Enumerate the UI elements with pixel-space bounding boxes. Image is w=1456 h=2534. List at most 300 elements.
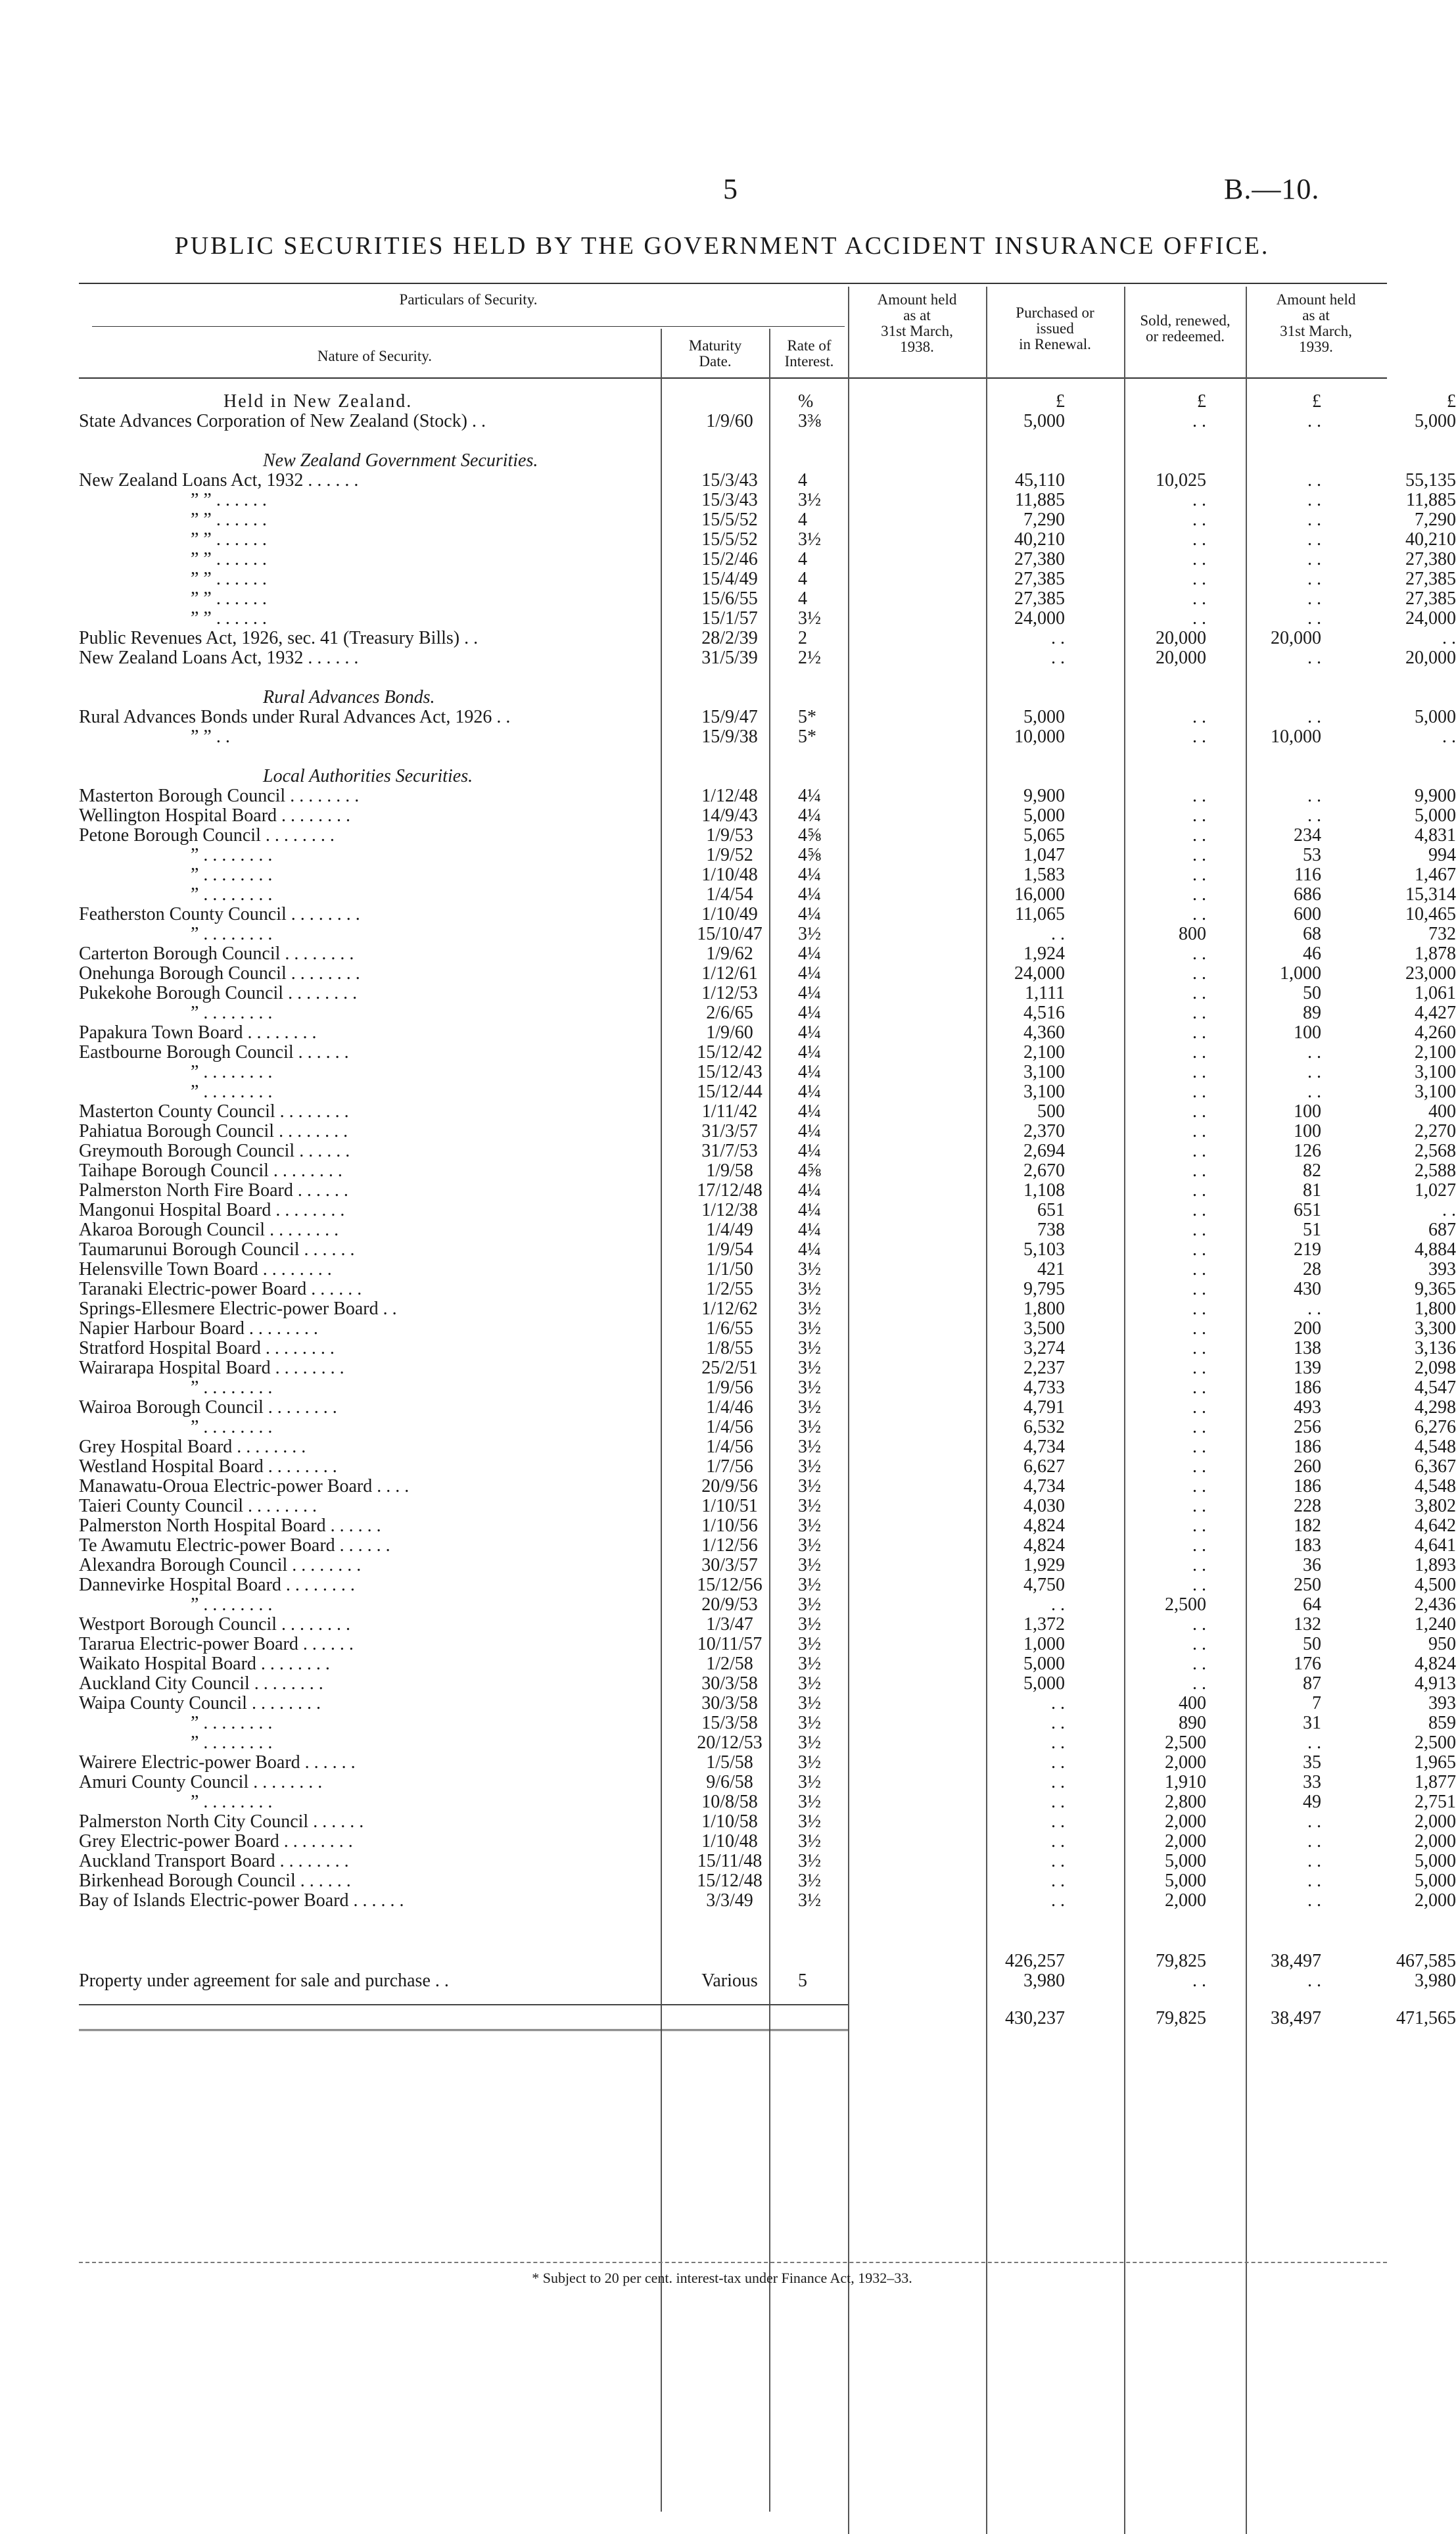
property-row [79, 1971, 1456, 1991]
cell-amt39: 20,000 [1405, 648, 1456, 668]
cell-amt38: 7,290 [1023, 510, 1065, 530]
cell-amt39: 2,000 [1415, 1811, 1456, 1832]
table-row [79, 963, 1456, 984]
cell-amt38: 10,000 [1014, 727, 1065, 747]
cell-date: 1/4/46 [706, 1397, 753, 1418]
cell-rate: 4¼ [798, 1003, 821, 1023]
cell-date: 10/11/57 [697, 1634, 763, 1654]
table-row [79, 1022, 1456, 1043]
cell-amt39: 4,548 [1415, 1437, 1456, 1457]
table-row [79, 805, 1456, 826]
table-row [79, 944, 1456, 964]
cell-sold: 176 [1294, 1654, 1321, 1674]
cell-sold: . . [1307, 648, 1321, 668]
cell-purch: . . [1192, 1299, 1206, 1319]
cell-amt39: 1,893 [1415, 1555, 1456, 1575]
table-row [79, 1456, 1456, 1477]
cell-date: 31/7/53 [701, 1141, 758, 1161]
cell-purch: . . [1192, 1496, 1206, 1516]
security-name: Birkenhead Borough Council . . . . . . [79, 1871, 351, 1891]
table-row [79, 1673, 1456, 1694]
cell-purch: . . [1192, 510, 1206, 530]
cell-sold: 138 [1294, 1338, 1321, 1358]
cell-sold: 600 [1294, 904, 1321, 924]
cell-amt38: 9,795 [1023, 1279, 1065, 1299]
header-amt38-l2: as at [903, 307, 931, 323]
cell-amt39: 2,568 [1415, 1141, 1456, 1161]
property-rate: 5 [798, 1971, 807, 1991]
cell-purch: . . [1192, 1141, 1206, 1161]
cell-amt39: 4,427 [1415, 1003, 1456, 1023]
cell-rate: 4¼ [798, 1180, 821, 1201]
security-name: New Zealand Loans Act, 1932 . . . . . . [79, 648, 359, 668]
cell-sold: . . [1307, 1733, 1321, 1753]
header-sold-l2: or redeemed. [1145, 328, 1225, 345]
table-row [79, 845, 1456, 865]
table-row [79, 1555, 1456, 1575]
cell-date: 1/10/49 [701, 904, 758, 924]
security-name: Papakura Town Board . . . . . . . . [79, 1022, 317, 1043]
security-name: Mangonui Hospital Board . . . . . . . . [79, 1200, 345, 1220]
cell-rate: 3½ [798, 1792, 821, 1812]
cell-date: 10/8/58 [701, 1792, 758, 1812]
cell-rate: 3½ [798, 1634, 821, 1654]
cell-purch: . . [1192, 569, 1206, 589]
cell-amt39: 55,135 [1405, 470, 1456, 490]
cell-rate: 3½ [798, 1259, 821, 1279]
cell-amt39: 4,548 [1415, 1476, 1456, 1496]
table-row [79, 1062, 1456, 1082]
table-row [79, 549, 1456, 569]
cell-date: 1/12/53 [701, 983, 758, 1003]
cell-purch: . . [1192, 1082, 1206, 1102]
cell-amt39: . . [1442, 628, 1456, 648]
cell-purch: . . [1192, 529, 1206, 550]
cell-sold: . . [1307, 529, 1321, 550]
cell-date: 15/5/52 [701, 529, 758, 550]
cell-rate: 3½ [798, 1654, 821, 1674]
cell-amt38: . . [1051, 1772, 1065, 1792]
security-name: Greymouth Borough Council . . . . . . [79, 1141, 350, 1161]
cell-amt38: . . [1051, 1851, 1065, 1871]
header-sold-l1: Sold, renewed, [1140, 312, 1231, 329]
cell-amt38: 1,111 [1025, 983, 1065, 1003]
cell-amt38: 3,274 [1023, 1338, 1065, 1358]
property-sold: . . [1307, 1971, 1321, 1991]
cell-rate: 4¼ [798, 1239, 821, 1260]
cell-sold: 20,000 [1271, 628, 1321, 648]
held-heading: Held in New Zealand. [223, 391, 413, 412]
cell-purch: . . [1192, 727, 1206, 747]
cell-rate: 4¼ [798, 963, 821, 984]
cell-purch: . . [1192, 1358, 1206, 1378]
cell-sold: 183 [1294, 1535, 1321, 1556]
cell-amt38: 4,733 [1023, 1377, 1065, 1398]
header-nature: Nature of Security. [317, 348, 433, 364]
cell-amt38: . . [1051, 1890, 1065, 1911]
table-row [79, 1614, 1456, 1635]
cell-rate: 4 [798, 588, 807, 609]
security-name: ” . . . . . . . . [191, 1792, 273, 1812]
cell-sold: . . [1307, 1811, 1321, 1832]
cell-amt38: 1,108 [1023, 1180, 1065, 1201]
security-name: Rural Advances Bonds under Rural Advances Act, 1926 . . [79, 707, 511, 727]
cell-sold: . . [1307, 1062, 1321, 1082]
cell-sold: . . [1307, 786, 1321, 806]
cell-date: 15/11/48 [697, 1851, 763, 1871]
cell-purch: . . [1192, 1555, 1206, 1575]
cell-rate: 3½ [798, 1456, 821, 1477]
cell-purch: . . [1192, 825, 1206, 846]
cell-sold: 126 [1294, 1141, 1321, 1161]
table-row [79, 865, 1456, 885]
cell-amt38: 5,000 [1023, 707, 1065, 727]
table-row [79, 1417, 1456, 1437]
cell-amt38: 40,210 [1014, 529, 1065, 550]
table-row [79, 1200, 1456, 1220]
cell-sold: 1,000 [1280, 963, 1321, 984]
cell-amt38: 4,030 [1023, 1496, 1065, 1516]
security-name: Napier Harbour Board . . . . . . . . [79, 1318, 318, 1339]
table-row [79, 1792, 1456, 1812]
cell-rate: 3½ [798, 1851, 821, 1871]
security-name: ” ” . . [191, 727, 230, 747]
header-purch-l1: Purchased or [1016, 304, 1094, 321]
table-row [79, 529, 1456, 550]
cell-amt38: 1,047 [1023, 845, 1065, 865]
property-amt38: 3,980 [1023, 1971, 1065, 1991]
cell-rate: 4⅝ [798, 825, 821, 846]
table-row [79, 924, 1456, 944]
cell-sold: . . [1307, 569, 1321, 589]
cell-date: 15/3/43 [701, 490, 758, 510]
security-name: Amuri County Council . . . . . . . . [79, 1772, 323, 1792]
cell-amt39: 6,276 [1415, 1417, 1456, 1437]
cell-sold: 686 [1294, 884, 1321, 905]
header-amount-1939 [1247, 292, 1385, 355]
security-name: ” . . . . . . . . [191, 1594, 273, 1615]
cell-purch: . . [1192, 884, 1206, 905]
table-row [79, 628, 1456, 648]
cell-purch: . . [1192, 490, 1206, 510]
cell-amt38: 9,900 [1023, 786, 1065, 806]
table-row [79, 1160, 1456, 1181]
cell-amt38: 421 [1037, 1259, 1065, 1279]
security-name: Pahiatua Borough Council . . . . . . . . [79, 1121, 348, 1141]
cell-purch: 2,500 [1165, 1594, 1206, 1615]
cell-amt39: 40,210 [1405, 529, 1456, 550]
header-maturity [663, 338, 768, 370]
security-name: Bay of Islands Electric-power Board . . . . . . [79, 1890, 404, 1911]
page-number: 5 [723, 173, 738, 205]
cell-rate: 4¼ [798, 1042, 821, 1063]
table-row [79, 884, 1456, 905]
cell-rate: 3½ [798, 1772, 821, 1792]
security-name: Stratford Hospital Board . . . . . . . . [79, 1338, 335, 1358]
security-name: ” ” . . . . . . [191, 569, 267, 589]
cell-purch: . . [1192, 1259, 1206, 1279]
cell-sold: 7 [1312, 1693, 1321, 1713]
cell-sold: . . [1307, 1871, 1321, 1891]
cell-purch: . . [1192, 1654, 1206, 1674]
cell-date: 1/9/58 [706, 1160, 753, 1181]
section-heading: New Zealand Government Securities. [263, 450, 538, 471]
cell-date: 1/4/49 [706, 1220, 753, 1240]
header-amt39-l1: Amount held [1276, 291, 1356, 308]
cell-sold: 250 [1294, 1575, 1321, 1595]
security-name: Wairarapa Hospital Board . . . . . . . . [79, 1358, 344, 1378]
cell-purch: . . [1192, 1101, 1206, 1122]
cell-rate: 3½ [798, 1299, 821, 1319]
cell-purch: . . [1192, 1220, 1206, 1240]
cell-purch: 890 [1179, 1713, 1206, 1733]
cell-purch: . . [1192, 1476, 1206, 1496]
total-amt38: 430,237 [1005, 2008, 1065, 2028]
cell-date: 15/1/57 [701, 608, 758, 629]
page-title: PUBLIC SECURITIES HELD BY THE GOVERNMENT ACCIDENT INSURANCE OFFICE. [174, 232, 1270, 260]
cell-rate: 3½ [798, 1594, 821, 1615]
cell-date: 1/9/62 [706, 944, 753, 964]
cell-amt38: 2,670 [1023, 1160, 1065, 1181]
cell-amt38: 27,385 [1014, 569, 1065, 589]
cell-sold: . . [1307, 1851, 1321, 1871]
table-row [79, 786, 1456, 806]
cell-amt39: 1,061 [1415, 983, 1456, 1003]
table-row [79, 1338, 1456, 1358]
cell-sold: 651 [1294, 1200, 1321, 1220]
cell-sold: 256 [1294, 1417, 1321, 1437]
cell-amt38: 27,380 [1014, 549, 1065, 569]
cell-purch: . . [1192, 549, 1206, 569]
cell-amt39: 27,385 [1405, 588, 1456, 609]
table-row [79, 608, 1456, 629]
cell-rate: 3½ [798, 1377, 821, 1398]
table-row [79, 1377, 1456, 1398]
security-name: Auckland City Council . . . . . . . . [79, 1673, 323, 1694]
cell-rate: 4¼ [798, 1022, 821, 1043]
cell-amt39: 5,000 [1415, 1871, 1456, 1891]
security-name: Auckland Transport Board . . . . . . . . [79, 1851, 349, 1871]
property-name: Property under agreement for sale and purchase . . [79, 1971, 449, 1991]
cell-sold: . . [1307, 549, 1321, 569]
table-row [79, 1496, 1456, 1516]
cell-date: 1/4/56 [706, 1437, 753, 1457]
security-name: Westport Borough Council . . . . . . . . [79, 1614, 351, 1635]
cell-amt39: 2,098 [1415, 1358, 1456, 1378]
cell-rate: 3½ [798, 1496, 821, 1516]
header-amt39-l4: 1939. [1299, 339, 1333, 355]
table-row [79, 569, 1456, 589]
table-row [79, 1259, 1456, 1279]
cell-sold: 186 [1294, 1377, 1321, 1398]
cell-amt39: 11,885 [1406, 490, 1456, 510]
security-name: Springs-Ellesmere Electric-power Board . . [79, 1299, 397, 1319]
cell-amt39: 5,000 [1415, 411, 1456, 431]
unit-sold: £ [1312, 391, 1321, 412]
cell-amt38: 1,924 [1023, 944, 1065, 964]
cell-rate: 3½ [798, 1476, 821, 1496]
cell-amt38: 500 [1037, 1101, 1065, 1122]
table-row [79, 1713, 1456, 1733]
cell-rate: 3½ [798, 1338, 821, 1358]
cell-amt38: 3,500 [1023, 1318, 1065, 1339]
header-amount-1938 [849, 292, 985, 355]
cell-amt38: 27,385 [1014, 588, 1065, 609]
cell-date: 25/2/51 [701, 1358, 758, 1378]
cell-amt38: 1,800 [1023, 1299, 1065, 1319]
cell-purch: 2,800 [1165, 1792, 1206, 1812]
security-name: Taumarunui Borough Council . . . . . . [79, 1239, 355, 1260]
subtotal-purch: 79,825 [1156, 1951, 1206, 1971]
security-name: Public Revenues Act, 1926, sec. 41 (Treasury Bills) . . [79, 628, 479, 648]
cell-rate: 4¼ [798, 1220, 821, 1240]
header-sold [1125, 313, 1245, 345]
cell-amt38: 3,100 [1023, 1062, 1065, 1082]
cell-date: 1/5/58 [706, 1752, 753, 1773]
cell-amt39: 3,136 [1415, 1338, 1456, 1358]
cell-rate: 3½ [798, 1713, 821, 1733]
section-heading-row [79, 688, 848, 707]
total-amt39: 471,565 [1396, 2008, 1456, 2028]
cell-amt38: 4,734 [1023, 1437, 1065, 1457]
cell-rate: 3½ [798, 1417, 821, 1437]
security-name: Wairoa Borough Council . . . . . . . . [79, 1397, 337, 1418]
cell-rate: 4 [798, 510, 807, 530]
cell-amt38: 4,824 [1023, 1535, 1065, 1556]
cell-date: 1/10/48 [701, 865, 758, 885]
cell-amt39: 1,877 [1415, 1772, 1456, 1792]
cell-rate: 3½ [798, 924, 821, 944]
cell-date: 2/6/65 [706, 1003, 753, 1023]
security-name: Grey Hospital Board . . . . . . . . [79, 1437, 306, 1457]
cell-rate: 3½ [798, 1535, 821, 1556]
security-name: ” . . . . . . . . [191, 1062, 273, 1082]
cell-date: 1/4/54 [706, 884, 753, 905]
cell-date: 1/10/48 [701, 1831, 758, 1852]
cell-amt38: . . [1051, 1752, 1065, 1773]
cell-sold: 100 [1294, 1101, 1321, 1122]
header-maturity-l1: Maturity [688, 337, 742, 354]
cell-amt39: 15,314 [1405, 884, 1456, 905]
cell-sold: 53 [1303, 845, 1321, 865]
cell-date: 3/3/49 [706, 1890, 753, 1911]
header-amt38-l3: 31st March, [881, 323, 953, 339]
cell-rate: 4¼ [798, 1062, 821, 1082]
header-bottom-rule [79, 377, 1387, 379]
cell-sold: 68 [1303, 924, 1321, 944]
cell-purch: . . [1192, 608, 1206, 629]
cell-amt38: . . [1051, 628, 1065, 648]
cell-sold: . . [1307, 805, 1321, 826]
cell-amt39: 1,240 [1415, 1614, 1456, 1635]
table-row [79, 904, 1456, 924]
cell-purch: 2,000 [1165, 1831, 1206, 1852]
cell-rate: 3½ [798, 1437, 821, 1457]
cell-date: 1/1/50 [706, 1259, 753, 1279]
cell-rate: 3½ [798, 1397, 821, 1418]
cell-amt39: 1,027 [1415, 1180, 1456, 1201]
cell-sold: 186 [1294, 1476, 1321, 1496]
cell-sold: . . [1307, 470, 1321, 490]
cell-date: 1/12/62 [701, 1299, 758, 1319]
header-amt39-l3: 31st March, [1280, 323, 1352, 339]
total-row [79, 2004, 1456, 2031]
total-sold: 38,497 [1271, 2008, 1321, 2028]
cell-sold: 219 [1294, 1239, 1321, 1260]
cell-sold: 87 [1303, 1673, 1321, 1694]
security-name: ” . . . . . . . . [191, 1082, 273, 1102]
cell-purch: . . [1192, 1614, 1206, 1635]
cell-date: 1/10/58 [701, 1811, 758, 1832]
cell-amt38: 738 [1037, 1220, 1065, 1240]
cell-date: 1/10/51 [701, 1496, 758, 1516]
cell-date: 1/9/60 [706, 1022, 753, 1043]
table-row [79, 1890, 1456, 1911]
cell-amt38: 5,103 [1023, 1239, 1065, 1260]
security-name: ” ” . . . . . . [191, 529, 267, 550]
cell-sold: 182 [1294, 1516, 1321, 1536]
cell-amt39: . . [1442, 727, 1456, 747]
header-rate-l1: Rate of [787, 337, 832, 354]
cell-sold: 430 [1294, 1279, 1321, 1299]
cell-sold: 186 [1294, 1437, 1321, 1457]
cell-sold: 81 [1303, 1180, 1321, 1201]
cell-amt39: 2,000 [1415, 1890, 1456, 1911]
table-row [79, 1121, 1456, 1141]
security-name: State Advances Corporation of New Zealand (Stock) . . [79, 411, 486, 431]
table-row [79, 411, 1456, 431]
cell-amt39: 3,100 [1415, 1082, 1456, 1102]
cell-amt38: 651 [1037, 1200, 1065, 1220]
cell-sold: 132 [1294, 1614, 1321, 1635]
security-name: Eastbourne Borough Council . . . . . . [79, 1042, 349, 1063]
cell-purch: 2,000 [1165, 1890, 1206, 1911]
cell-rate: 3½ [798, 529, 821, 550]
cell-rate: 3½ [798, 1555, 821, 1575]
property-date: Various [701, 1971, 758, 1991]
table-row [79, 1318, 1456, 1339]
cell-sold: 116 [1294, 865, 1321, 885]
cell-purch: 1,910 [1165, 1772, 1206, 1792]
cell-date: 15/12/42 [697, 1042, 763, 1063]
property-purch: . . [1192, 1971, 1206, 1991]
cell-amt39: 1,467 [1415, 865, 1456, 885]
table-row [79, 1003, 1456, 1023]
cell-date: 15/5/52 [701, 510, 758, 530]
rows-container [79, 411, 1456, 1911]
cell-amt38: 24,000 [1014, 608, 1065, 629]
cell-rate: 3½ [798, 1516, 821, 1536]
table-row [79, 1397, 1456, 1418]
cell-amt39: 4,298 [1415, 1397, 1456, 1418]
cell-sold: 35 [1303, 1752, 1321, 1773]
cell-amt39: 4,260 [1415, 1022, 1456, 1043]
cell-date: 1/9/52 [706, 845, 753, 865]
cell-date: 1/8/55 [706, 1338, 753, 1358]
cell-purch: . . [1192, 1121, 1206, 1141]
cell-amt38: 4,791 [1023, 1397, 1065, 1418]
unit-purch: £ [1197, 391, 1206, 412]
cell-sold: 36 [1303, 1555, 1321, 1575]
security-name: Carterton Borough Council . . . . . . . . [79, 944, 354, 964]
header-rate-l2: Interest. [784, 353, 834, 370]
cell-purch: . . [1192, 1575, 1206, 1595]
cell-sold: 46 [1303, 944, 1321, 964]
cell-amt38: 5,000 [1023, 805, 1065, 826]
table-row [79, 1299, 1456, 1319]
subtotal-row [79, 1951, 1456, 1971]
security-name: ” ” . . . . . . [191, 608, 267, 629]
